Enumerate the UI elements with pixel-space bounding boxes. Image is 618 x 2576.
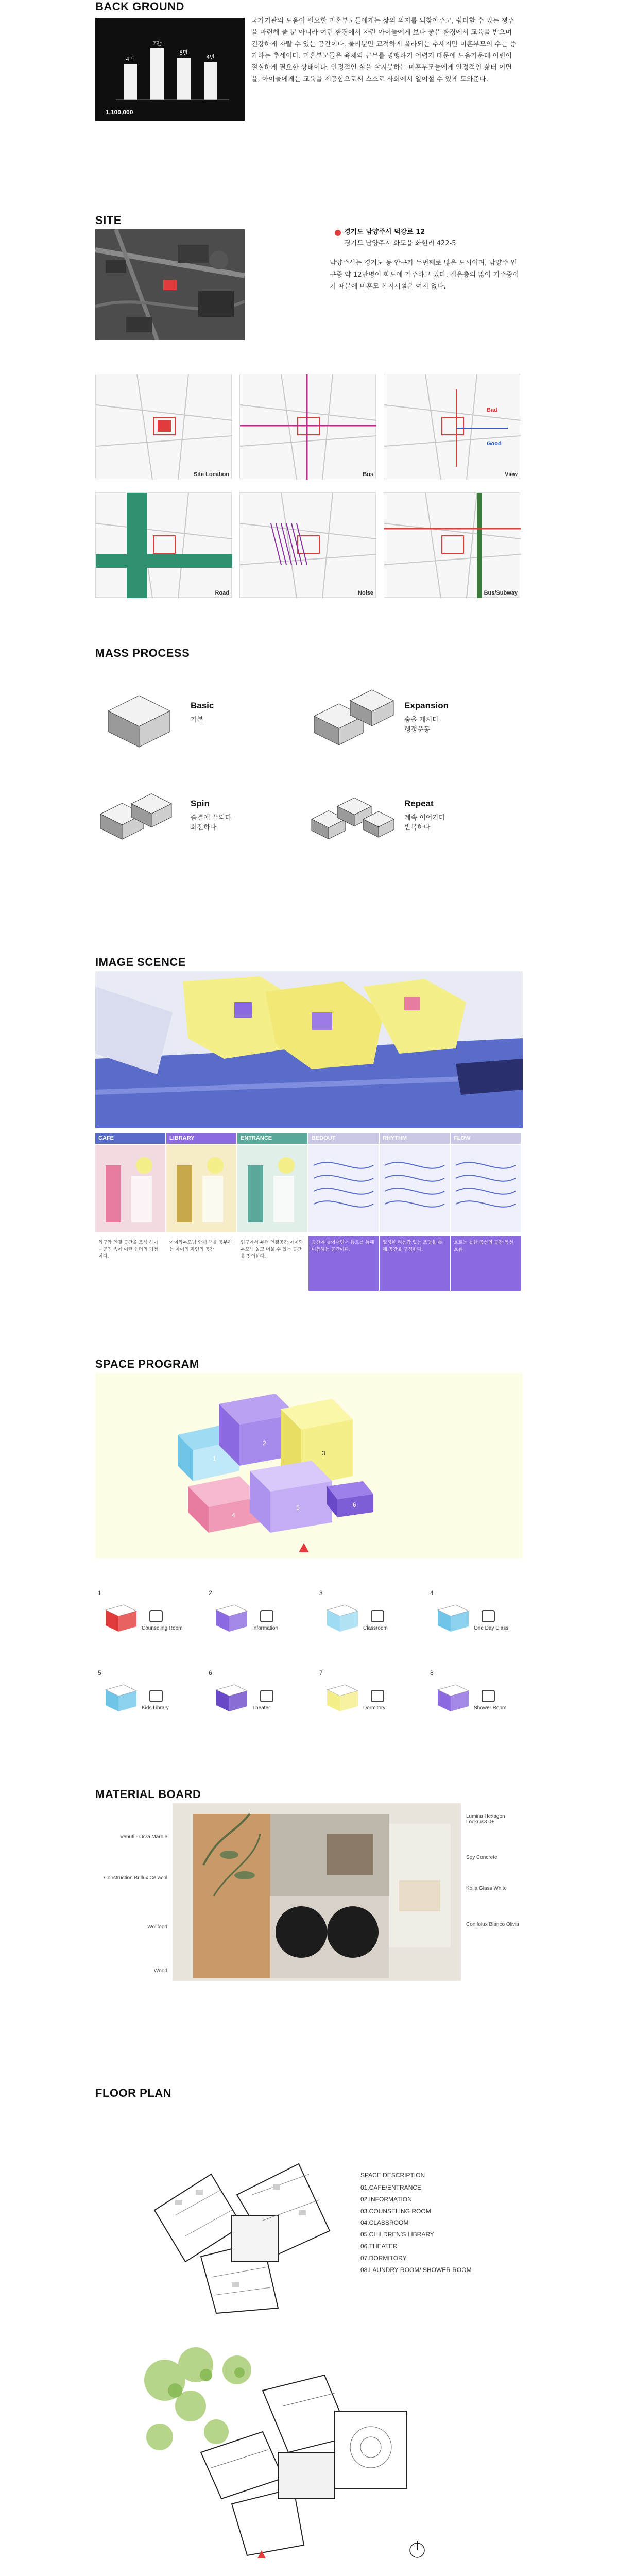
program-name-5: Theater xyxy=(252,1705,270,1711)
program-icon-3 xyxy=(482,1610,495,1622)
svg-text:4: 4 xyxy=(232,1512,235,1519)
mass-sub-3: 계속 이어가다 반복하다 xyxy=(404,814,445,832)
program-icon-2 xyxy=(371,1610,384,1622)
scene-image-0 xyxy=(95,1145,165,1232)
scene-tab-0: CAFE xyxy=(95,1133,165,1144)
bar-0 xyxy=(124,64,137,100)
material-right-label-3: Conifolux Blanco Olivia xyxy=(466,1922,519,1927)
view-good-label: Good xyxy=(487,440,502,447)
scene-tab-1: LIBRARY xyxy=(166,1133,236,1144)
site-aerial-photo xyxy=(95,229,245,340)
section-title-background: BACK GROUND xyxy=(95,0,184,13)
background-chart xyxy=(95,18,245,121)
floor-plan-upper xyxy=(144,2154,345,2318)
program-name-0: Counseling Room xyxy=(142,1625,183,1631)
site-diagram-caption-4: Noise xyxy=(358,590,373,596)
section-title-material: MATERIAL BOARD xyxy=(95,1788,201,1801)
bar-label-0: 4만 xyxy=(126,56,135,62)
space-description-title: SPACE DESCRIPTION xyxy=(360,2172,425,2179)
chart-footer: 1,100,000 xyxy=(106,109,133,116)
site-diagram-3 xyxy=(95,492,232,598)
program-icon-5 xyxy=(260,1690,273,1702)
mass-title-0: Basic xyxy=(191,701,214,710)
site-diagram-4 xyxy=(239,492,376,598)
space-description-item-4: 05.CHILDREN'S LIBRARY xyxy=(360,2231,434,2239)
section-title-mass: MASS PROCESS xyxy=(95,647,190,659)
space-description-item-1: 02.INFORMATION xyxy=(360,2195,412,2203)
program-icon-0 xyxy=(149,1610,163,1622)
program-icon-4 xyxy=(149,1690,163,1702)
mass-diagram-3 xyxy=(309,778,397,855)
space-description-item-3: 04.CLASSROOM xyxy=(360,2219,409,2227)
program-box-7 xyxy=(433,1680,474,1716)
scene-image-3 xyxy=(308,1145,379,1232)
material-left-label-3: Wood xyxy=(154,1968,167,1974)
material-board-image xyxy=(173,1803,461,1981)
site-diagram-2 xyxy=(384,374,520,479)
site-diagram-caption-3: Road xyxy=(215,590,229,596)
program-name-6: Dormitory xyxy=(363,1705,386,1711)
program-name-1: Information xyxy=(252,1625,279,1631)
bar-label-3: 4만 xyxy=(206,54,215,60)
program-name-4: Kids Library xyxy=(142,1705,169,1711)
material-right-label-2: Kolla Glass White xyxy=(466,1886,507,1891)
svg-text:6: 6 xyxy=(353,1501,356,1509)
mass-diagram-0 xyxy=(95,680,183,757)
space-program-diagram xyxy=(95,1373,523,1558)
mass-sub-2: 숨결에 끝의다 회전하다 xyxy=(191,814,232,832)
mass-sub-0: 기본 xyxy=(191,716,204,724)
section-title-site: SITE xyxy=(95,214,122,227)
bar-1 xyxy=(150,48,164,100)
space-description-item-2: 03.COUNSELING ROOM xyxy=(360,2207,431,2215)
scene-image-2 xyxy=(237,1145,307,1232)
scene-image-1 xyxy=(166,1145,236,1232)
scene-desc-4: 일정한 리듬감 있는 조명을 통해 공간을 구성한다. xyxy=(380,1236,450,1291)
material-right-label-0: Lumina Hexagon Lockrus3.0+ xyxy=(466,1814,505,1825)
scene-desc-3: 공간에 들어서면서 통로를 통해 이동하는 공간이다. xyxy=(308,1236,379,1291)
background-text: 국가기관의 도움이 필요한 미혼부모들에게는 삶의 의지를 되찾아주고, 쉼터할 수 있는 챙주을 마련해 줄 뿐 아니라 여린 환경에서 자란 아이들에게 보다 좋은 환경에서 교육을 받으며 건강하게 자랄 수 있는 공간이다. 물리뿐만 교적하게 올라되는 추세지만 미혼부모의 수는 증가하는 추세이다. 미혼부모들은 육체와 근무를 병행하기 어렵기 때문에 도움가운데 이런이 절실하게 필요한 상태이다. 안정적인 삶을 살지못하는 미혼부모들에게 안정적인 삶터 이면을, 아이들에게는 교육을 제공함으로써 스스로 사회에서 일어설 수 있게 도와준다. xyxy=(251,17,517,83)
floor-plan-ground xyxy=(129,2334,438,2566)
material-right-label-1: Spy Concrete xyxy=(466,1855,497,1860)
bar-3 xyxy=(204,62,217,100)
space-description-item-5: 06.THEATER xyxy=(360,2242,398,2250)
program-box-2 xyxy=(322,1600,363,1636)
mass-diagram-2 xyxy=(95,778,183,855)
program-box-3 xyxy=(433,1600,474,1636)
scene-hero xyxy=(95,971,523,1128)
scene-tab-2: ENTRANCE xyxy=(237,1133,307,1144)
mass-title-2: Spin xyxy=(191,799,210,808)
program-box-0 xyxy=(100,1600,142,1636)
site-diagram-caption-0: Site Location xyxy=(193,471,229,478)
space-description-list xyxy=(360,2182,515,2276)
site-diagram-caption-5: Bus/Subway xyxy=(484,590,518,596)
scene-desc-1: 아이와부모님 함께 책을 공부하는 아이의 자연의 공간 xyxy=(166,1236,236,1291)
site-address-2: 경기도 남양주시 화도읍 화현리 422-5 xyxy=(344,240,456,247)
bar-chart-svg xyxy=(95,18,245,121)
program-name-7: Shower Room xyxy=(474,1705,507,1711)
scene-desc-5: 흐르는 듯한 곡선의 공간 동선 흐름 xyxy=(451,1236,521,1291)
section-title-space-program: SPACE PROGRAM xyxy=(95,1358,199,1370)
site-text: 남양주시는 경기도 동 안구가 두번째로 많은 도시이며, 남양주 인구중 약 12만명이 화도에 거주하고 있다. 젊은층의 많이 거주중이기 때문에 미혼모 복지시설은 여지 없다. xyxy=(330,259,519,291)
scene-image-5 xyxy=(451,1145,521,1232)
program-number-0: 1 xyxy=(98,1589,101,1597)
program-number-1: 2 xyxy=(209,1589,212,1597)
program-box-1 xyxy=(211,1600,252,1636)
program-number-6: 7 xyxy=(319,1669,323,1676)
material-left-label-1: Construction Brillux Ceracol xyxy=(104,1875,167,1881)
program-icon-6 xyxy=(371,1690,384,1702)
site-diagram-1 xyxy=(239,374,376,479)
program-number-3: 4 xyxy=(430,1589,434,1597)
material-left-label-2: Wollfood xyxy=(147,1924,167,1930)
scene-desc-2: 입구에서 부터 연결공간 아이와 부모님 놀고 머물 수 있는 공간을 정의한다. xyxy=(237,1236,307,1291)
program-number-7: 8 xyxy=(430,1669,434,1676)
program-name-2: Classroom xyxy=(363,1625,388,1631)
bar-label-2: 5만 xyxy=(179,50,188,56)
mass-title-3: Repeat xyxy=(404,799,434,808)
program-number-4: 5 xyxy=(98,1669,101,1676)
bar-label-1: 7만 xyxy=(152,41,162,47)
space-description-item-7: 08.LAUNDRY ROOM/ SHOWER ROOM xyxy=(360,2266,472,2274)
scene-tab-4: RHYTHM xyxy=(380,1133,450,1144)
svg-text:5: 5 xyxy=(296,1504,300,1511)
section-title-image-scene: IMAGE SCENCE xyxy=(95,956,186,969)
site-address-1: 경기도 남양주시 덕강로 12 xyxy=(344,228,425,236)
program-number-5: 6 xyxy=(209,1669,212,1676)
bar-2 xyxy=(177,58,191,100)
program-number-2: 3 xyxy=(319,1589,323,1597)
material-left-label-0: Venuti - Ocra Marble xyxy=(120,1834,167,1840)
svg-text:1: 1 xyxy=(213,1455,216,1462)
site-diagram-caption-1: Bus xyxy=(363,471,373,478)
entrance-marker xyxy=(299,1543,309,1552)
view-bad-label: Bad xyxy=(487,407,497,413)
space-description xyxy=(360,2172,515,2276)
program-box-6 xyxy=(322,1680,363,1716)
space-description-item-6: 07.DORMITORY xyxy=(360,2254,407,2262)
svg-text:2: 2 xyxy=(263,1439,266,1447)
space-description-item-0: 01.CAFE/ENTRANCE xyxy=(360,2184,422,2191)
mass-sub-1: 숨을 개시다 행정운동 xyxy=(404,716,439,734)
scene-tab-3: BEDOUT xyxy=(308,1133,379,1144)
section-title-floor: FLOOR PLAN xyxy=(95,2087,171,2099)
program-box-4 xyxy=(100,1680,142,1716)
program-name-3: One Day Class xyxy=(474,1625,509,1631)
scene-image-4 xyxy=(380,1145,450,1232)
mass-title-1: Expansion xyxy=(404,701,449,710)
site-diagram-0 xyxy=(95,374,232,479)
site-diagram-caption-2: View xyxy=(505,471,518,478)
svg-text:3: 3 xyxy=(322,1450,325,1457)
scene-tab-5: FLOW xyxy=(451,1133,521,1144)
mass-diagram-1 xyxy=(309,680,397,757)
program-icon-7 xyxy=(482,1690,495,1702)
program-icon-1 xyxy=(260,1610,273,1622)
program-box-5 xyxy=(211,1680,252,1716)
site-diagram-5 xyxy=(384,492,520,598)
address-bullet-icon xyxy=(335,230,341,236)
scene-desc-0: 입구와 연결 공간을 조성 하이 대공연 속에 이런 쉼터의 거점이다. xyxy=(95,1236,165,1291)
site-marker xyxy=(163,280,177,290)
